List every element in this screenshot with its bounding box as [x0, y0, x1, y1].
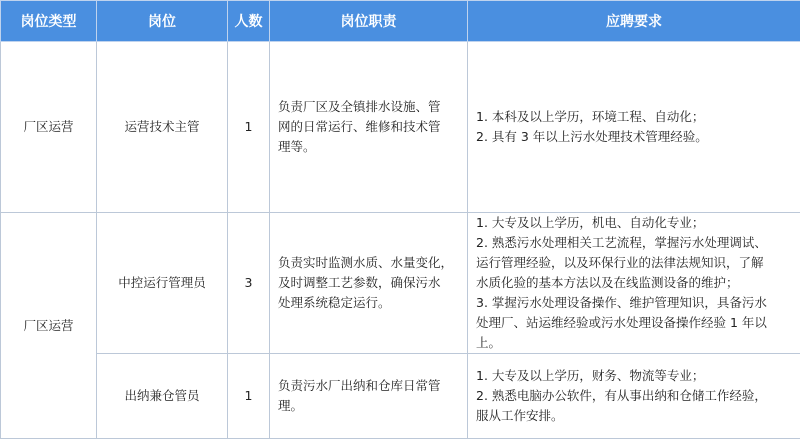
- header-requirements: 应聘要求: [468, 1, 800, 42]
- header-row: [1, 1, 800, 42]
- duties-line: 理等。: [278, 137, 459, 157]
- requirement-line: 上。: [476, 333, 792, 353]
- requirement-line: 水质化验的基本方法以及在线监测设备的维护；: [476, 273, 792, 293]
- header-duties: 岗位职责: [270, 1, 468, 42]
- cell-duties: [270, 42, 468, 213]
- cell-duties: [270, 213, 468, 354]
- requirement-line: 2. 熟悉电脑办公软件，有从事出纳和仓储工作经验，: [476, 386, 792, 406]
- duties-line: 处理系统稳定运行。: [278, 293, 459, 313]
- table-row: [1, 354, 800, 439]
- cell-requirements: [468, 42, 800, 213]
- requirement-line: 1. 大专及以上学历，财务、物流等专业；: [476, 366, 792, 386]
- cell-count: 3: [228, 213, 270, 354]
- header-count: 人数: [228, 1, 270, 42]
- duties-line: 负责污水厂出纳和仓库日常管: [278, 376, 459, 396]
- duties-line: 负责厂区及全镇排水设施、管: [278, 97, 459, 117]
- duties-line: 网的日常运行、维修和技术管: [278, 117, 459, 137]
- header-position: 岗位: [97, 1, 228, 42]
- requirement-line: 1. 大专及以上学历，机电、自动化专业；: [476, 213, 792, 233]
- requirement-line: 1. 本科及以上学历，环境工程、自动化；: [476, 107, 792, 127]
- requirement-line: 服从工作安排。: [476, 406, 792, 426]
- requirement-line: 3. 掌握污水处理设备操作、维护管理知识，具备污水: [476, 293, 792, 313]
- duties-line: 负责实时监测水质、水量变化，: [278, 253, 459, 273]
- cell-count: 1: [228, 42, 270, 213]
- requirement-line: 2. 具有 3 年以上污水处理技术管理经验。: [476, 127, 792, 147]
- requirement-line: 2. 熟悉污水处理相关工艺流程，掌握污水处理调试、: [476, 233, 792, 253]
- cell-duties: [270, 354, 468, 439]
- cell-requirements: [468, 354, 800, 439]
- cell-position: 运营技术主管: [97, 42, 228, 213]
- requirement-line: 运行管理经验，以及环保行业的法律法规知识，了解: [476, 253, 792, 273]
- duties-line: 及时调整工艺参数，确保污水: [278, 273, 459, 293]
- cell-requirements: [468, 213, 800, 354]
- cell-type: 厂区运营: [1, 213, 97, 439]
- table-row: [1, 42, 800, 213]
- cell-type: 厂区运营: [1, 42, 97, 213]
- duties-line: 理。: [278, 396, 459, 416]
- header-type: 岗位类型: [1, 1, 97, 42]
- table-row: [1, 213, 800, 354]
- requirement-line: 处理厂、站运维经验或污水处理设备操作经验 1 年以: [476, 313, 792, 333]
- cell-count: 1: [228, 354, 270, 439]
- cell-position: 出纳兼仓管员: [97, 354, 228, 439]
- cell-position: 中控运行管理员: [97, 213, 228, 354]
